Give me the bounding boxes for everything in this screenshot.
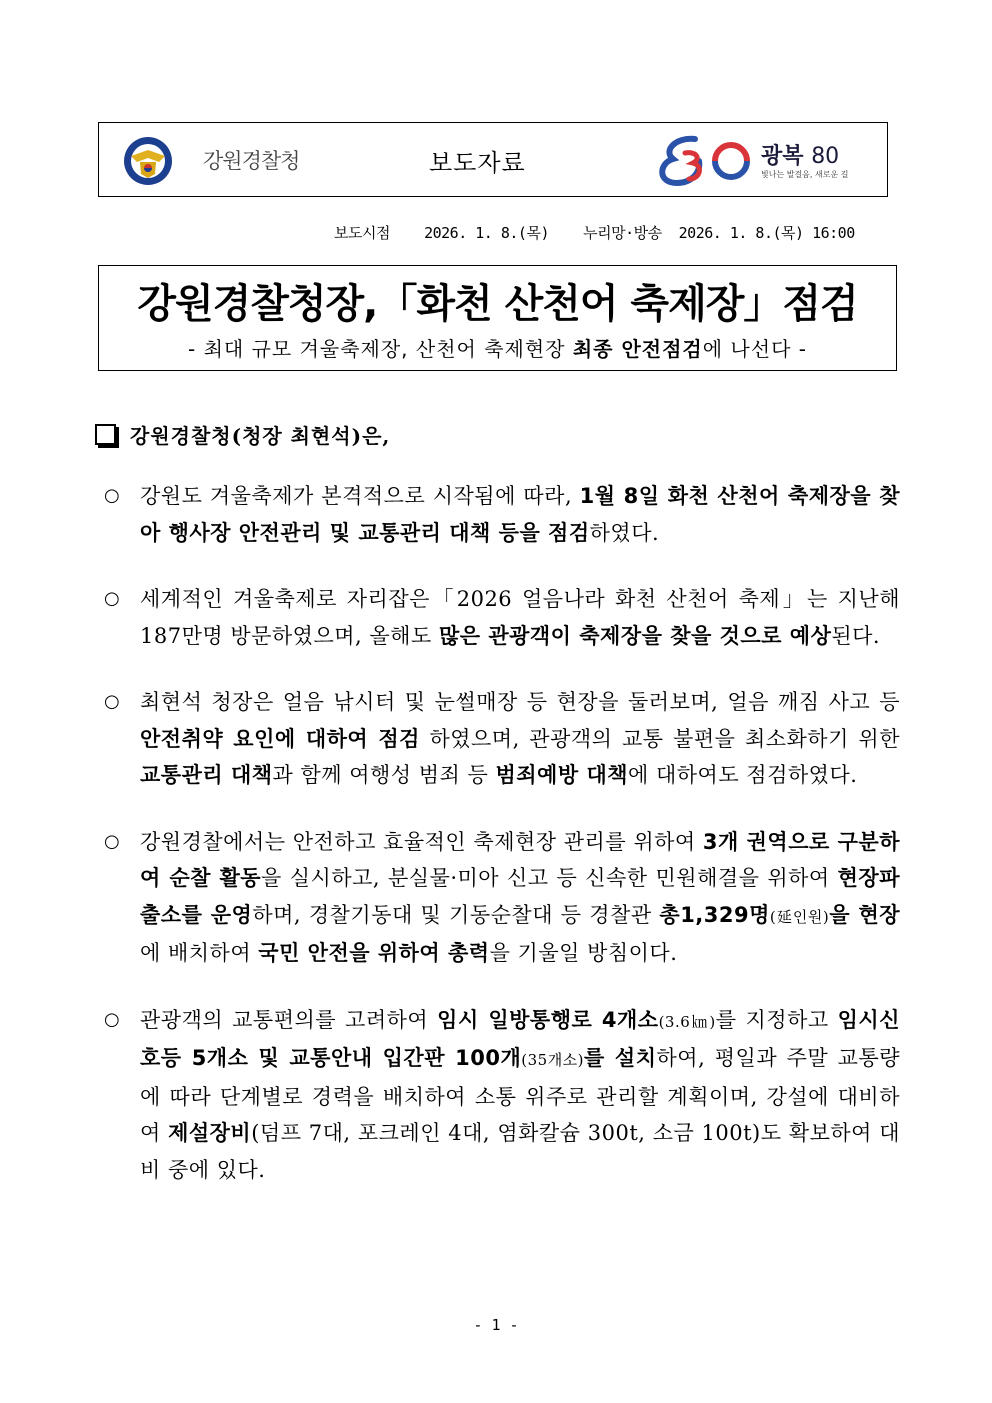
main-title: 강원경찰청장,「화천 산천어 축제장」점검: [137, 281, 858, 327]
agency-name: 강원경찰청: [203, 149, 300, 173]
subtitle-suffix: 에 나선다 -: [702, 337, 807, 361]
liberation-80-logo: [655, 133, 867, 189]
circle-bullet-icon: ○: [104, 588, 120, 609]
text-segment: 에 대하여도 점검하였다.: [628, 763, 858, 787]
bullet-text: [140, 478, 900, 551]
text-segment: 하였다.: [589, 520, 660, 545]
bullet-text: [140, 581, 900, 654]
release-time-label: 보도시점: [334, 224, 390, 242]
list-item: [104, 684, 900, 794]
bold-segment: 임시 일방통행로 4개소: [437, 1007, 659, 1032]
title-box: [98, 265, 897, 371]
doc-type-title: 보도자료: [429, 149, 526, 177]
bold-segment: 3개 권역으로 구분하여 순찰 활동: [140, 829, 900, 890]
bold-segment: 을 현장: [829, 902, 901, 927]
header-box: [98, 122, 888, 197]
release-info: [334, 222, 855, 243]
section-heading: [95, 420, 390, 449]
text-segment: (延인원): [769, 907, 830, 926]
subtitle-prefix: - 최대 규모 겨울축제장, 산천어 축제현장: [188, 337, 573, 361]
text-segment: 강원경찰에서는 안전하고 효율적인 축제현장 관리를 위하여: [140, 829, 703, 854]
text-segment: 하며, 경찰기동대 및 기동순찰대 등 경찰관: [252, 902, 660, 927]
release-online-label: 누리망·방송: [583, 224, 662, 242]
text-segment: 세계적인 겨울축제로 자리잡은「2026 얼음나라 화천 산천어 축제」는 지난해 187만명 방문하였으며, 올해도: [140, 587, 900, 648]
police-emblem-icon: [123, 136, 173, 186]
bold-segment: 제설장비: [168, 1121, 252, 1145]
liberation-80-title: [761, 139, 839, 170]
bold-segment: 총1,329명: [659, 902, 770, 927]
bold-segment: 를 설치: [584, 1046, 657, 1070]
text-segment: 과 함께 여행성 범죄 등: [272, 763, 496, 787]
circle-bullet-icon: ○: [104, 830, 120, 852]
bold-segment: 임시신호등 5개소 및 교통안내 입간판 100개: [140, 1007, 900, 1070]
text-segment: 을 실시하고, 분실물·미아 신고 등 신속한 민원해결을 위하여: [261, 866, 838, 890]
list-item: [104, 478, 900, 551]
list-item: [104, 1002, 900, 1189]
bold-segment: 현장파출소를 운영: [140, 866, 900, 927]
bullet-list: [104, 478, 900, 1218]
text-segment: (35개소): [521, 1051, 585, 1069]
bullet-text: [140, 684, 900, 794]
text-segment: 에 배치하여: [140, 941, 259, 965]
text-segment: 최현석 청장은 얼음 낚시터 및 눈썰매장 등 현장을 둘러보며, 얼음 깨짐 사고 등: [140, 690, 900, 714]
bold-segment: 교통관리 대책: [140, 763, 273, 787]
text-segment: (덤프 7대, 포크레인 4대, 염화칼슘 300t, 소금 100t)도 확보하여 대비 중에 있다.: [140, 1121, 900, 1182]
bold-segment: 국민 안전을 위하여 총력: [258, 941, 490, 965]
release-time-value: 2026. 1. 8.(목): [424, 224, 549, 242]
list-item: [104, 824, 900, 972]
bold-segment: 많은 관광객이 축제장을 찾을 것으로 예상: [438, 623, 832, 648]
liberation-title-text: 광복: [761, 144, 804, 169]
release-online-value: 2026. 1. 8.(목) 16:00: [678, 224, 855, 242]
bold-segment: 안전취약 요인에 대하여 점검: [140, 726, 420, 751]
text-segment: (3.6㎞): [658, 1012, 716, 1031]
liberation-number: 80: [811, 144, 840, 169]
square-bullet-icon: [95, 424, 116, 445]
section-heading-text: 강원경찰청(청장 최현석)은,: [130, 424, 391, 448]
bullet-text: [140, 824, 900, 972]
text-segment: 를 지정하고: [715, 1007, 838, 1032]
subtitle-bold: 최종 안전점검: [572, 337, 703, 361]
liberation-slogan: 빛나는 발걸음, 새로운 길: [761, 170, 849, 179]
subtitle: [99, 333, 896, 362]
circle-bullet-icon: ○: [104, 485, 120, 506]
text-segment: 을 기울일 방침이다.: [489, 941, 678, 965]
bold-segment: 범죄예방 대책: [495, 763, 629, 787]
liberation-80-emblem-icon: [655, 133, 755, 189]
bold-segment: 1월 8일 화천 산천어 축제장을 찾아 행사장 안전관리 및 교통관리 대책 등을 점검: [140, 484, 900, 545]
text-segment: 하였으며, 관광객의 교통 불편을 최소화하기 위한: [419, 726, 900, 751]
text-segment: 하여, 평일과 주말 교통량에 따라 단계별로 경력을 배치하여 소통 위주로 관리할 계획이며, 강설에 대비하여: [140, 1046, 900, 1145]
text-segment: 강원도 겨울축제가 본격적으로 시작됨에 따라,: [140, 484, 580, 508]
circle-bullet-icon: ○: [104, 691, 120, 712]
list-item: [104, 581, 900, 654]
text-segment: 관광객의 교통편의를 고려하여: [140, 1007, 438, 1032]
page-number: - 1 -: [473, 1316, 519, 1334]
circle-bullet-icon: ○: [104, 1008, 120, 1030]
text-segment: 된다.: [831, 623, 881, 648]
bullet-text: [140, 1002, 900, 1189]
